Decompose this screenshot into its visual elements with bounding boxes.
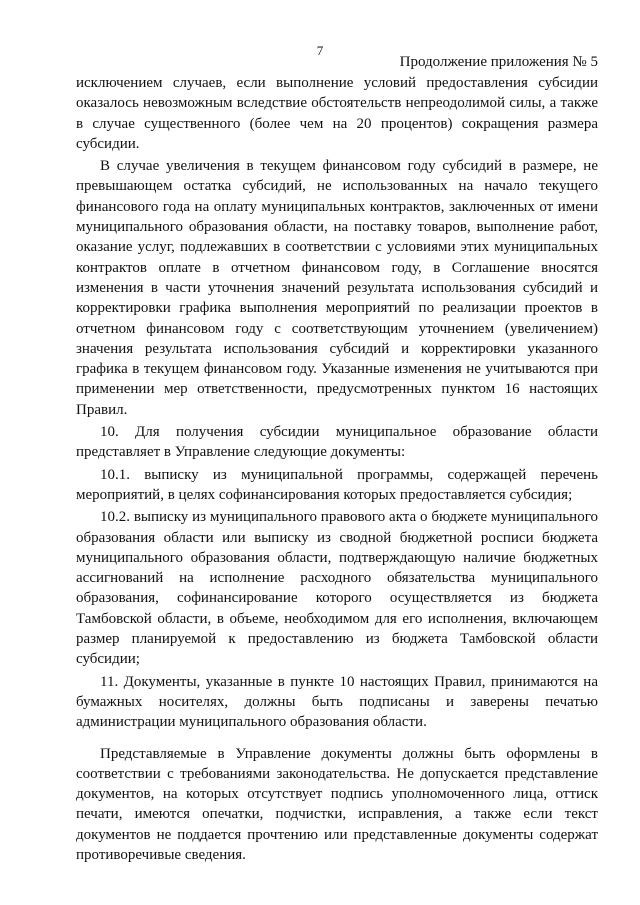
document-body xyxy=(76,73,598,867)
paragraph-item-10-1: 10.1. выписку из муниципальной программы, содержащей перечень мероприятий, в целях софинансирования которых предоставляется субсидия; xyxy=(76,466,598,503)
paragraph-document-requirements: Представляемые в Управление документы должны быть оформлены в соответствии с требованиями законодательства. Не допускается представление документов, на которых отсутствует подпись уполномоченного лица, оттиск печати, имеются опечатки, подчистки, исправления, а также если текст документов не поддается прочтению или представленные документы содержат противоречивые сведения. xyxy=(76,745,598,863)
paragraph-subsidy-increase: В случае увеличения в текущем финансовом году субсидий в размере, не превышающем остатка субсидий, не использованных на начало текущего финансового года на оплату муниципальных контрактов, заключенных от имени муниципального образования области, на поставку товаров, выполнение работ, оказание услуг, подлежавших в соответствии с условиями этих муниципальных контрактов оплате в отчетном финансовом году, в Соглашение вносятся изменения в части уточнения значений результата использования субсидий и корректировки графика выполнения мероприятий по реализации проектов в отчетном финансовом году с соответствующим уточнением (увеличением) значения результата использования субсидий и корректировки указанного графика в текущем финансовом году. Указанные изменения не учитываются при применении мер ответственности, предусмотренных пунктом 16 настоящих Правил. xyxy=(76,158,598,418)
paragraph-continuation: исключением случаев, если выполнение условий предоставления субсидии оказалось невозможным вследствие обстоятельств непреодолимой силы, а также в случае существенного (более чем на 20 процентов) сокращения размера субсидии. xyxy=(76,75,598,152)
page-number: 7 xyxy=(316,43,324,58)
appendix-continuation-label: Продолжение приложения № 5 xyxy=(399,54,598,70)
paragraph-item-10-2: 10.2. выписку из муниципального правового акта о бюджете муниципального образования области или выписку из сводной бюджетной росписи бюджета муниципального образования области, подтверждающую наличие бюджетных ассигнований на исполнение расходного обязательства муниципального образования, софинансирование которого осуществляется из бюджета Тамбовской области, в объеме, необходимом для его исполнения, включающем размер планируемой к предоставлению из бюджета Тамбовской области субсидии; xyxy=(76,509,598,668)
paragraph-item-11: 11. Документы, указанные в пункте 10 настоящих Правил, принимаются на бумажных носителях, должны быть подписаны и заверены печатью администрации муниципального образования области. xyxy=(76,673,598,731)
paragraph-item-10: 10. Для получения субсидии муниципальное образование области представляет в Управление следующие документы: xyxy=(76,424,598,461)
